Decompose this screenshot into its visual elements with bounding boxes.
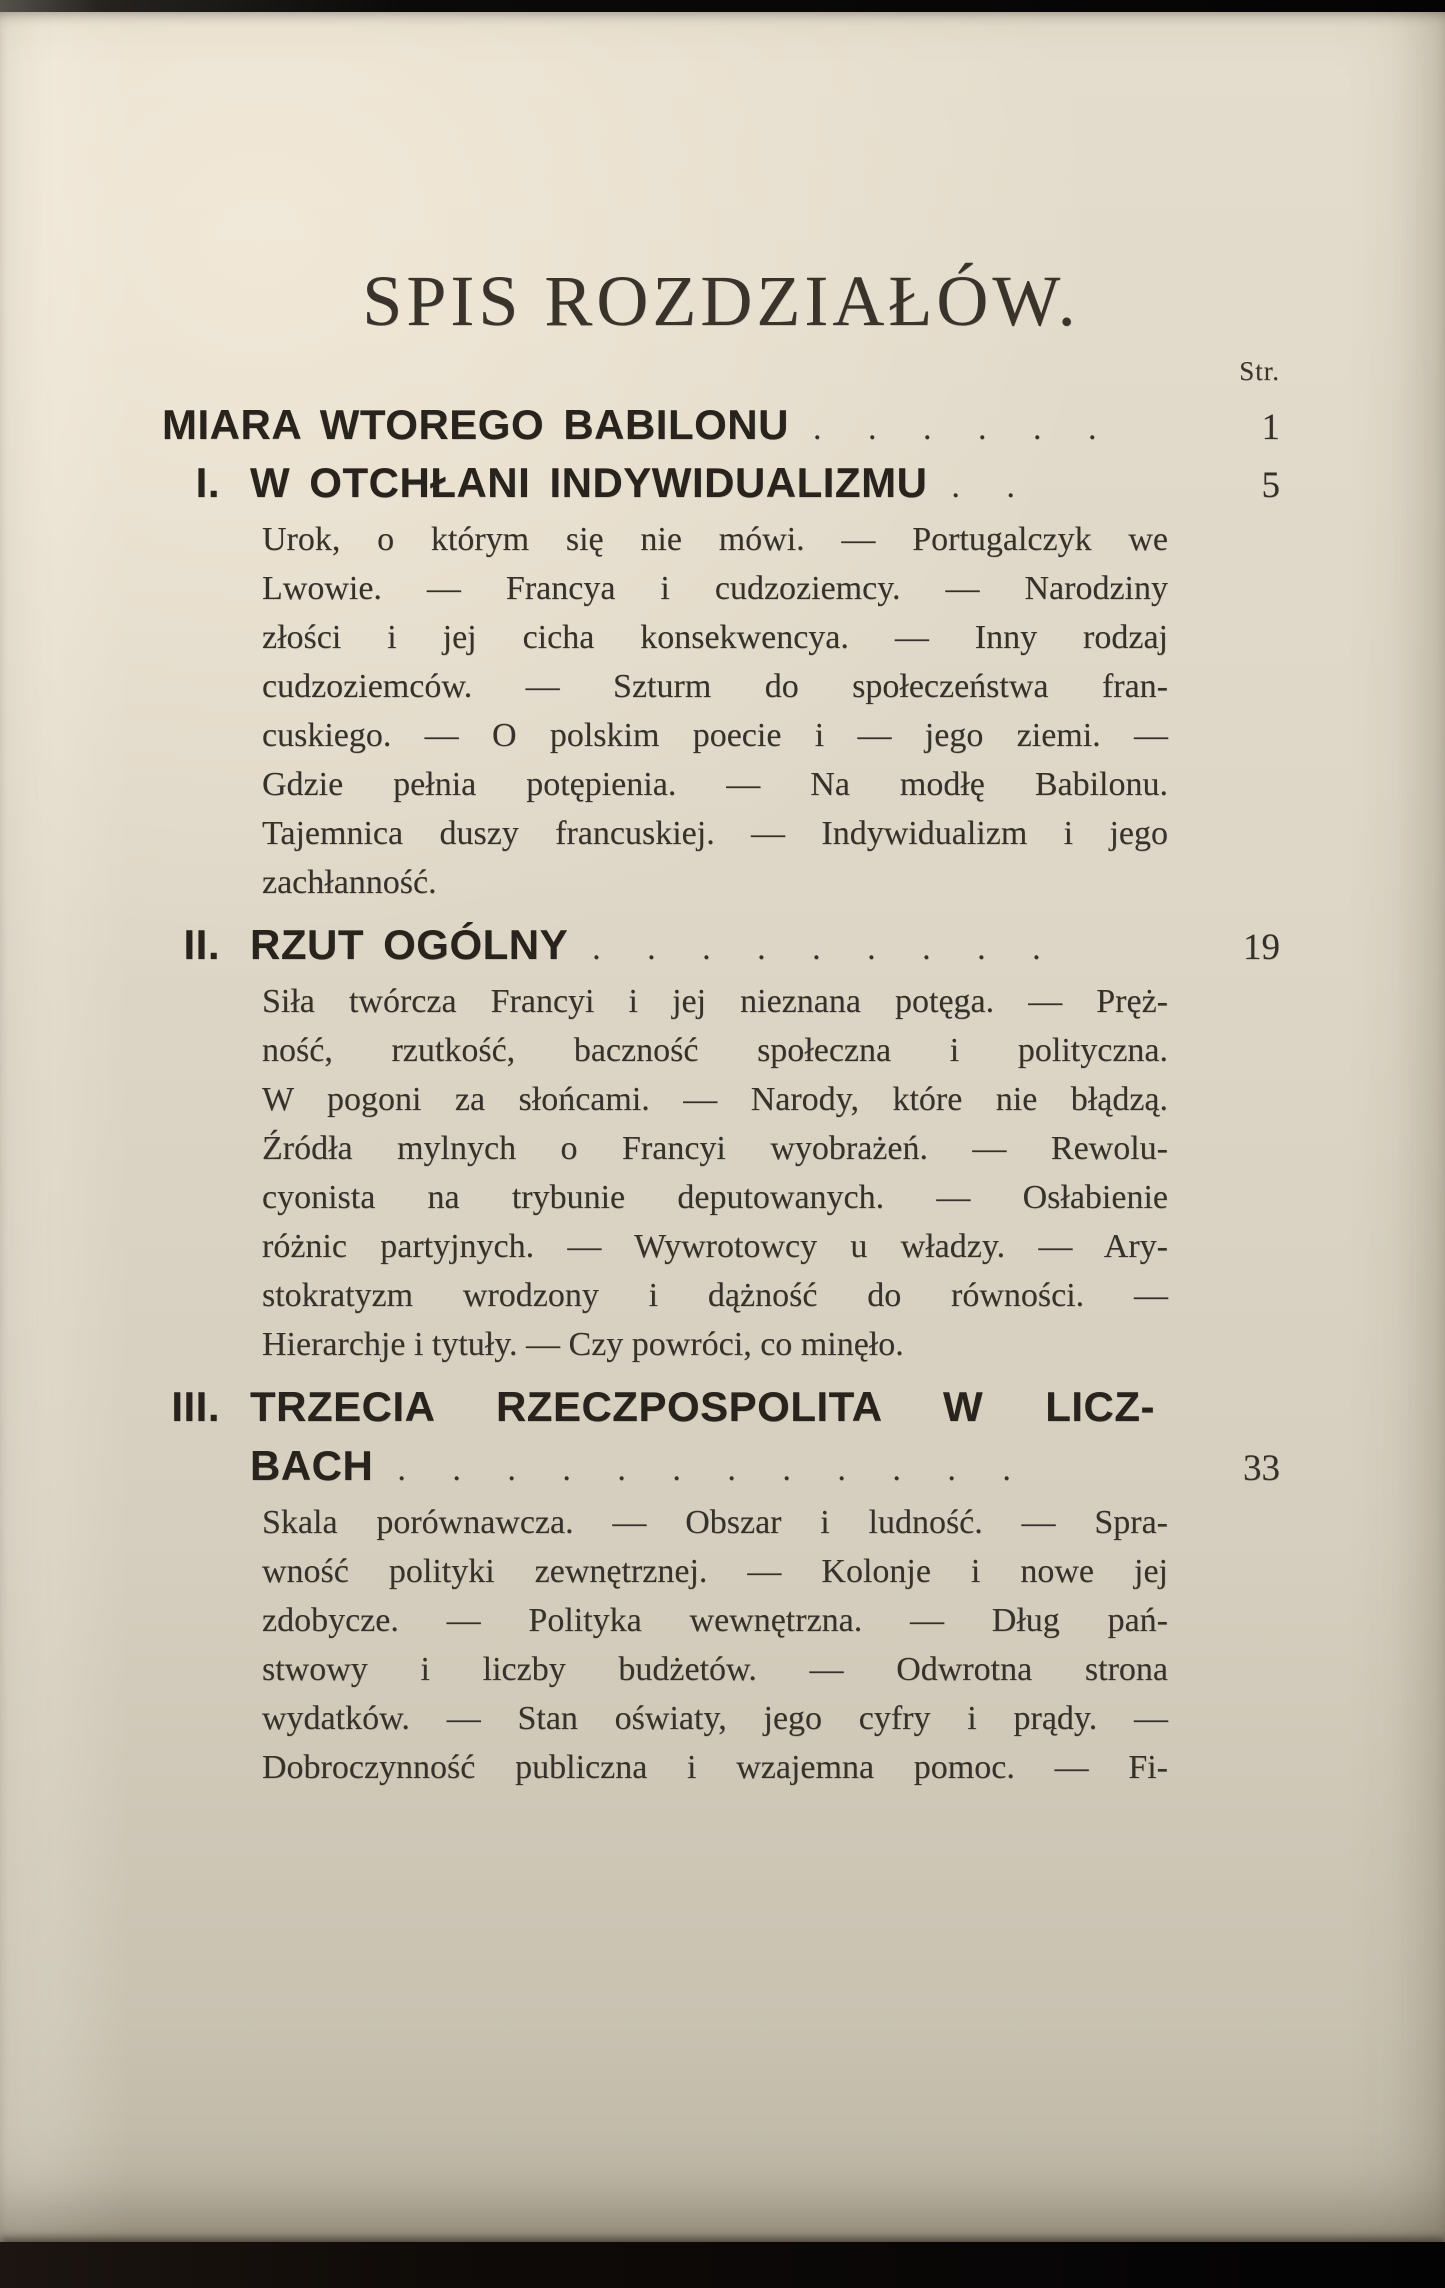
book-page — [0, 12, 1445, 2242]
summary-line: wydatków. — Stan oświaty, jego cyfry i prądy. — — [262, 1700, 1168, 1738]
page-title: SPIS ROZDZIAŁÓW. — [362, 261, 1080, 341]
summary-line: wność polityki zewnętrznej. — Kolonje i nowe jej — [262, 1553, 1168, 1591]
summary-line: cuskiego. — O polskim poecie i — jego ziemi. — — [262, 717, 1168, 755]
summary-line: zdobycze. — Polityka wewnętrzna. — Dług pań- — [262, 1602, 1168, 1640]
chapter-title: MIARA WTOREGO BABILONU — [162, 400, 789, 448]
dot-leader: . . — [951, 467, 1034, 505]
summary-line: stwowy i liczby budżetów. — Odwrotna strona — [262, 1651, 1168, 1689]
summary-line: cyonista na trybunie deputowanych. — Osłabienie — [262, 1179, 1168, 1217]
summary-line: zachłanność. — [262, 864, 437, 902]
chapter-title-line-1: TRZECIA RZECZPOSPOLITA W LICZ- — [250, 1383, 1155, 1431]
summary-line: Gdzie pełnia potępienia. — Na modłę Babilonu. — [262, 766, 1168, 804]
summary-line: złości i jej cicha konsekwencya. — Inny rodzaj — [262, 619, 1168, 657]
summary-line: Tajemnica duszy francuskiej. — Indywidualizm i jego — [262, 815, 1168, 853]
chapter-page-number: 1 — [1261, 406, 1280, 448]
chapter-summary — [262, 515, 1168, 907]
dot-leader: . . . . . . — [812, 409, 1116, 447]
summary-line: różnic partyjnych. — Wywrotowcy u władzy. — Ary- — [262, 1228, 1168, 1266]
summary-line: Źródła mylnych o Francyi wyobrażeń. — Rewolu- — [262, 1130, 1168, 1168]
chapter-page-number: 33 — [1243, 1447, 1280, 1489]
page-column-header-row — [162, 356, 1280, 387]
chapter-number: II. — [183, 921, 220, 969]
toc-entry — [162, 459, 1280, 507]
chapter-page-number: 5 — [1261, 464, 1280, 506]
chapter-number: III. — [171, 1383, 220, 1431]
chapter-title: RZUT OGÓLNY — [250, 921, 569, 969]
chapter-title: W OTCHŁANI INDYWIDUALIZMU — [250, 458, 928, 506]
summary-line: Urok, o którym się nie mówi. — Portugalczyk we — [262, 521, 1168, 559]
summary-line: Skala porównawcza. — Obszar i ludność. — Spra- — [262, 1504, 1168, 1542]
toc-entry — [162, 401, 1280, 449]
table-of-contents — [162, 401, 1280, 1792]
summary-line: Dobroczynność publiczna i wzajemna pomoc. — Fi- — [262, 1749, 1168, 1787]
summary-line: Siła twórcza Francyi i jej nieznana potęga. — Pręż- — [262, 983, 1168, 1021]
page-content — [0, 12, 1445, 2242]
toc-entry — [162, 1383, 1280, 1431]
page-column-header: Str. — [1239, 355, 1280, 386]
dot-leader: . . . . . . . . . . . . — [397, 1450, 1030, 1488]
photo-bottom-edge — [0, 2242, 1445, 2288]
chapter-title-line-2: BACH — [250, 1441, 374, 1489]
summary-line: stokratyzm wrodzony i dążność do równości. — — [262, 1277, 1168, 1315]
chapter-summary — [262, 1498, 1168, 1792]
summary-line: ność, rzutkość, baczność społeczna i polityczna. — [262, 1032, 1168, 1070]
summary-line: Lwowie. — Francya i cudzoziemcy. — Narodziny — [262, 570, 1168, 608]
toc-entry — [162, 921, 1280, 969]
summary-line: cudzoziemców. — Szturm do społeczeństwa fran- — [262, 668, 1168, 706]
chapter-number: I. — [195, 458, 220, 506]
chapter-page-number: 19 — [1243, 927, 1280, 969]
dot-leader: . . . . . . . . . — [592, 930, 1060, 968]
toc-entry-continuation — [162, 1442, 1280, 1490]
photo-top-edge — [0, 0, 1445, 12]
chapter-summary — [262, 977, 1168, 1369]
summary-line: Hierarchje i tytuły. — Czy powróci, co minęło. — [262, 1326, 904, 1364]
summary-line: W pogoni za słońcami. — Narody, które nie błądzą. — [262, 1081, 1168, 1119]
